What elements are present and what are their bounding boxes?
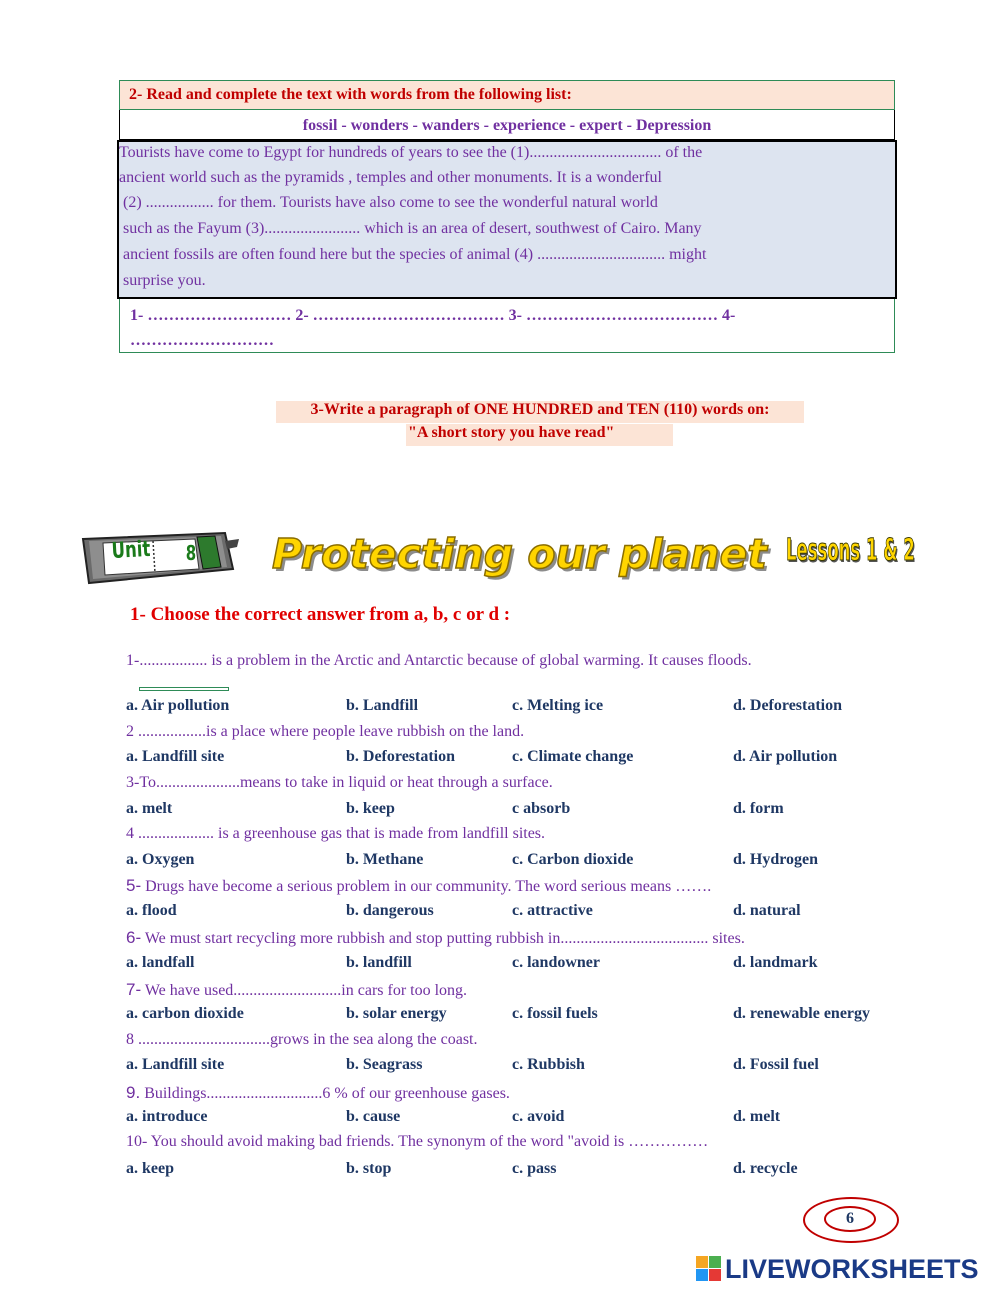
- passage-line: surprise you.: [123, 272, 206, 289]
- question-body: We have used...........................in cars for too long.: [141, 982, 468, 999]
- answer-option[interactable]: c. landowner: [512, 954, 600, 971]
- answer-option[interactable]: c. fossil fuels: [512, 1005, 598, 1022]
- answer-option[interactable]: d. Air pollution: [733, 748, 838, 765]
- question-text: [126, 652, 752, 670]
- answer-option[interactable]: d. form: [733, 800, 784, 817]
- question-body: Drugs have become a serious problem in our community. The word serious means …….: [141, 878, 712, 895]
- answer-option[interactable]: d. landmark: [733, 954, 818, 971]
- passage-line: Tourists have come to Egypt for hundreds of years to see the (1)................................. of the: [119, 144, 703, 161]
- unit-number: 8: [185, 541, 197, 565]
- answer-option[interactable]: c. Carbon dioxide: [512, 851, 634, 868]
- unit-label: Unit: [111, 536, 151, 564]
- page-number-badge: [803, 1197, 899, 1243]
- answer-option[interactable]: c. Melting ice: [512, 697, 604, 714]
- answer-option[interactable]: a. melt: [126, 800, 173, 817]
- passage-line: ancient fossils are often found here but the species of animal (4) ................................ might: [123, 246, 707, 263]
- answers-line[interactable]: ………………………: [130, 332, 274, 349]
- answer-option[interactable]: d. renewable energy: [733, 1005, 871, 1022]
- question-body: Buildings.............................6 % of our greenhouse gases.: [140, 1085, 510, 1102]
- answer-option[interactable]: d. Deforestation: [733, 697, 843, 714]
- question-body: 8 .................................grows in the sea along the coast.: [126, 1031, 478, 1048]
- divider: [139, 687, 229, 691]
- answer-option[interactable]: b. solar energy: [346, 1005, 447, 1022]
- answer-option[interactable]: b. Deforestation: [346, 748, 456, 765]
- question-body: 10- You should avoid making bad friends. The synonym of the word "avoid is ……………: [126, 1133, 709, 1150]
- question-body: 2 .................is a place where people leave rubbish on the land.: [126, 723, 525, 740]
- answer-option[interactable]: a. introduce: [126, 1108, 208, 1125]
- answer-option[interactable]: b. landfill: [346, 954, 412, 971]
- answer-option[interactable]: b. Seagrass: [346, 1056, 423, 1073]
- page-number: 6: [824, 1206, 876, 1232]
- answers-box: [119, 299, 895, 353]
- answer-option[interactable]: d. natural: [733, 902, 801, 919]
- answer-option[interactable]: c. Rubbish: [512, 1056, 585, 1073]
- answer-option[interactable]: a. Air pollution: [126, 697, 230, 714]
- question-text: [126, 825, 545, 843]
- reading-passage: [117, 140, 897, 299]
- answer-option[interactable]: c. pass: [512, 1160, 557, 1177]
- question-text: [126, 1133, 708, 1151]
- question-text: [126, 928, 745, 948]
- question-text: [126, 980, 467, 1000]
- answer-option[interactable]: b. dangerous: [346, 902, 434, 919]
- question-text: [126, 1031, 478, 1049]
- lessons-label: Lessons 1 & 2: [786, 533, 915, 568]
- answer-option[interactable]: b. cause: [346, 1108, 401, 1125]
- question-number: 9.: [126, 1083, 141, 1102]
- question-number: 5-: [126, 876, 142, 895]
- answer-option[interactable]: a. carbon dioxide: [126, 1005, 244, 1022]
- unit-title: Protecting our planet: [272, 530, 767, 578]
- word-list: fossil - wonders - wanders - experience - expert - Depression: [119, 110, 895, 140]
- answer-option[interactable]: a. landfall: [126, 954, 195, 971]
- question-text: [126, 723, 524, 741]
- answer-option[interactable]: a. Landfill site: [126, 748, 225, 765]
- answers-line[interactable]: 1- ……………………… 2- ……………………………… 3- ……………………………… 4-: [130, 307, 736, 324]
- passage-line: such as the Fayum (3)........................ which is an area of desert, southwest of Cairo. Many: [123, 220, 702, 237]
- question-number: 7-: [126, 980, 142, 999]
- question-body: 1-................. is a problem in the Arctic and Antarctic because of global warming. It causes floods.: [126, 652, 752, 669]
- exercise-1-heading: 1- Choose the correct answer from a, b, c or d :: [130, 604, 511, 625]
- liveworksheets-logo: [696, 1254, 979, 1284]
- question-body: 4 ................... is a greenhouse gas that is made from landfill sites.: [126, 825, 546, 842]
- question-body: We must start recycling more rubbish and stop putting rubbish in..................................... sites.: [141, 930, 745, 947]
- liveworksheets-icon: [696, 1256, 722, 1282]
- answer-option[interactable]: d. Hydrogen: [733, 851, 819, 868]
- question-body: 3-To.....................means to take in liquid or heat through a surface.: [126, 774, 553, 791]
- answer-option[interactable]: b. stop: [346, 1160, 392, 1177]
- writing-task-title: 3-Write a paragraph of ONE HUNDRED and TEN (110) words on:: [276, 401, 804, 423]
- answer-option[interactable]: a. Oxygen: [126, 851, 195, 868]
- answer-option[interactable]: c. avoid: [512, 1108, 565, 1125]
- brand-name: LIVEWORKSHEETS: [725, 1253, 979, 1284]
- answer-option[interactable]: a. Landfill site: [126, 1056, 225, 1073]
- question-text: [126, 1083, 510, 1103]
- exercise-2-instruction: 2- Read and complete the text with words from the following list:: [119, 80, 895, 110]
- question-number: 6-: [126, 928, 142, 947]
- question-text: [126, 876, 711, 896]
- answer-option[interactable]: b. Methane: [346, 851, 424, 868]
- answer-option[interactable]: b. Landfill: [346, 697, 419, 714]
- unit-badge: [75, 527, 240, 587]
- answer-option[interactable]: b. keep: [346, 800, 395, 817]
- answer-option[interactable]: d. melt: [733, 1108, 781, 1125]
- answer-option[interactable]: a. keep: [126, 1160, 174, 1177]
- answer-option[interactable]: d. Fossil fuel: [733, 1056, 819, 1073]
- passage-line: (2) ................. for them. Tourists have also come to see the wonderful natural world: [123, 194, 658, 211]
- passage-line: ancient world such as the pyramids , temples and other monuments. It is a wonderful: [119, 169, 662, 186]
- tablet-icon: [75, 527, 240, 587]
- answer-option[interactable]: a. flood: [126, 902, 177, 919]
- answer-option[interactable]: c. attractive: [512, 902, 593, 919]
- answer-option[interactable]: c absorb: [512, 800, 571, 817]
- answer-option[interactable]: c. Climate change: [512, 748, 634, 765]
- answer-option[interactable]: d. recycle: [733, 1160, 798, 1177]
- writing-task-topic: "A short story you have read": [406, 424, 673, 446]
- question-text: [126, 774, 553, 792]
